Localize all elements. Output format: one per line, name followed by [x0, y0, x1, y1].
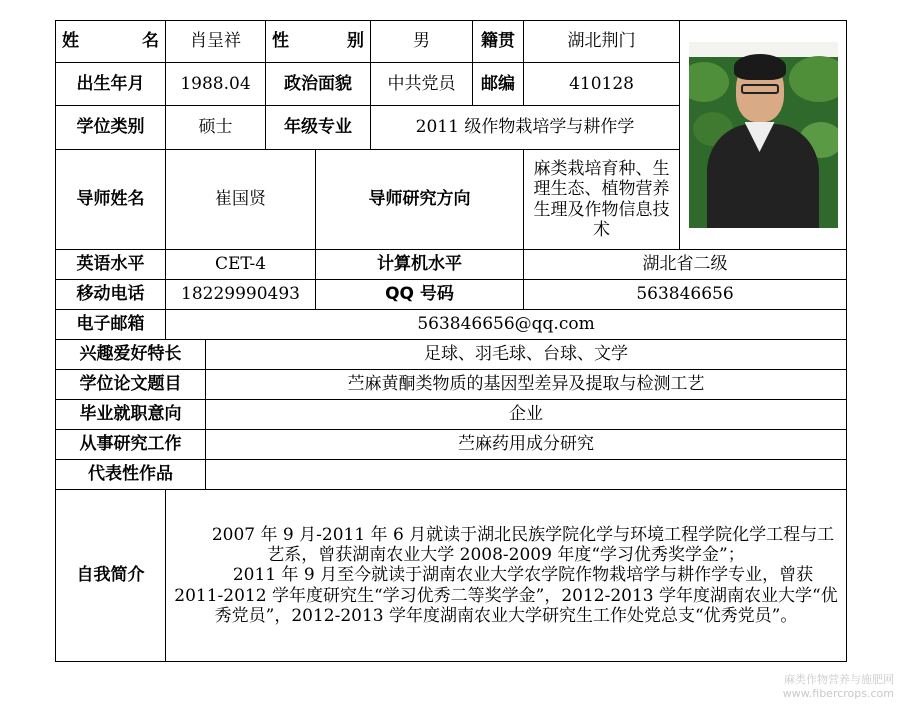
- computer-label: 计算机水平: [316, 250, 524, 280]
- intro-paragraph-1: 2007 年 9 月-2011 年 6 月就读于湖北民族学院化学与环境工程学院化学工程与工艺系，曾获湖南农业大学 2008-2009 年度“学习优秀奖学金”；: [211, 524, 835, 565]
- name-label: 姓 名: [56, 21, 166, 63]
- career-label: 毕业就职意向: [56, 400, 206, 430]
- mobile-label: 移动电话: [56, 280, 166, 310]
- degree-label: 学位类别: [56, 106, 166, 150]
- site-watermark: [783, 673, 894, 701]
- hobby-value: 足球、羽毛球、台球、文学: [206, 340, 847, 370]
- hometown-value: 湖北荆门: [524, 21, 680, 63]
- research-value: 苎麻药用成分研究: [206, 430, 847, 460]
- postcode-label: 邮编: [473, 63, 524, 106]
- birth-label: 出生年月: [56, 63, 166, 106]
- grade-value: 2011 级作物栽培学与耕作学: [371, 106, 680, 150]
- advisor-value: 崔国贤: [166, 150, 316, 250]
- gender-value: 男: [371, 21, 473, 63]
- works-value: [206, 460, 847, 490]
- email-value: 563846656@qq.com: [166, 310, 847, 340]
- mobile-value: 18229990493: [166, 280, 316, 310]
- birth-value: 1988.04: [166, 63, 266, 106]
- postcode-value: 410128: [524, 63, 680, 106]
- qq-label: QQ 号码: [316, 280, 524, 310]
- thesis-label: 学位论文题目: [56, 370, 206, 400]
- advisor-field-label: 导师研究方向: [316, 150, 524, 250]
- english-label: 英语水平: [56, 250, 166, 280]
- thesis-value: 苎麻黄酮类物质的基因型差异及提取与检测工艺: [206, 370, 847, 400]
- politics-label: 政治面貌: [266, 63, 371, 106]
- watermark-title: 麻类作物营养与施肥网: [784, 673, 894, 686]
- research-label: 从事研究工作: [56, 430, 206, 460]
- intro-text: [166, 490, 847, 662]
- grade-label: 年级专业: [266, 106, 371, 150]
- hobby-label: 兴趣爱好特长: [56, 340, 206, 370]
- portrait-image: [689, 42, 838, 228]
- computer-value: 湖北省二级: [524, 250, 847, 280]
- gender-label: 性 别: [266, 21, 371, 63]
- career-value: 企业: [206, 400, 847, 430]
- name-value: 肖呈祥: [166, 21, 266, 63]
- portrait-photo: [680, 21, 847, 250]
- intro-paragraph-2: 2011 年 9 月至今就读于湖南农业大学农学院作物栽培学与耕作学专业，曾获 2011-2012 学年度研究生“学习优秀二等奖学金”，2012-2013 学年度湖南农业大学“优秀党员”，2012-2013 学年度湖南农业大学研究生工作处党总支“优秀党员”。: [174, 565, 838, 627]
- intro-label: 自我简介: [56, 490, 166, 662]
- english-value: CET-4: [166, 250, 316, 280]
- hometown-label: 籍贯: [473, 21, 524, 63]
- degree-value: 硕士: [166, 106, 266, 150]
- advisor-label: 导师姓名: [56, 150, 166, 250]
- email-label: 电子邮箱: [56, 310, 166, 340]
- qq-value: 563846656: [524, 280, 847, 310]
- watermark-url: www.fibercrops.com: [782, 687, 894, 700]
- advisor-field-value: 麻类栽培育种、生理生态、植物营养生理及作物信息技术: [524, 150, 680, 250]
- works-label: 代表性作品: [56, 460, 206, 490]
- resume-table: [55, 20, 847, 662]
- politics-value: 中共党员: [371, 63, 473, 106]
